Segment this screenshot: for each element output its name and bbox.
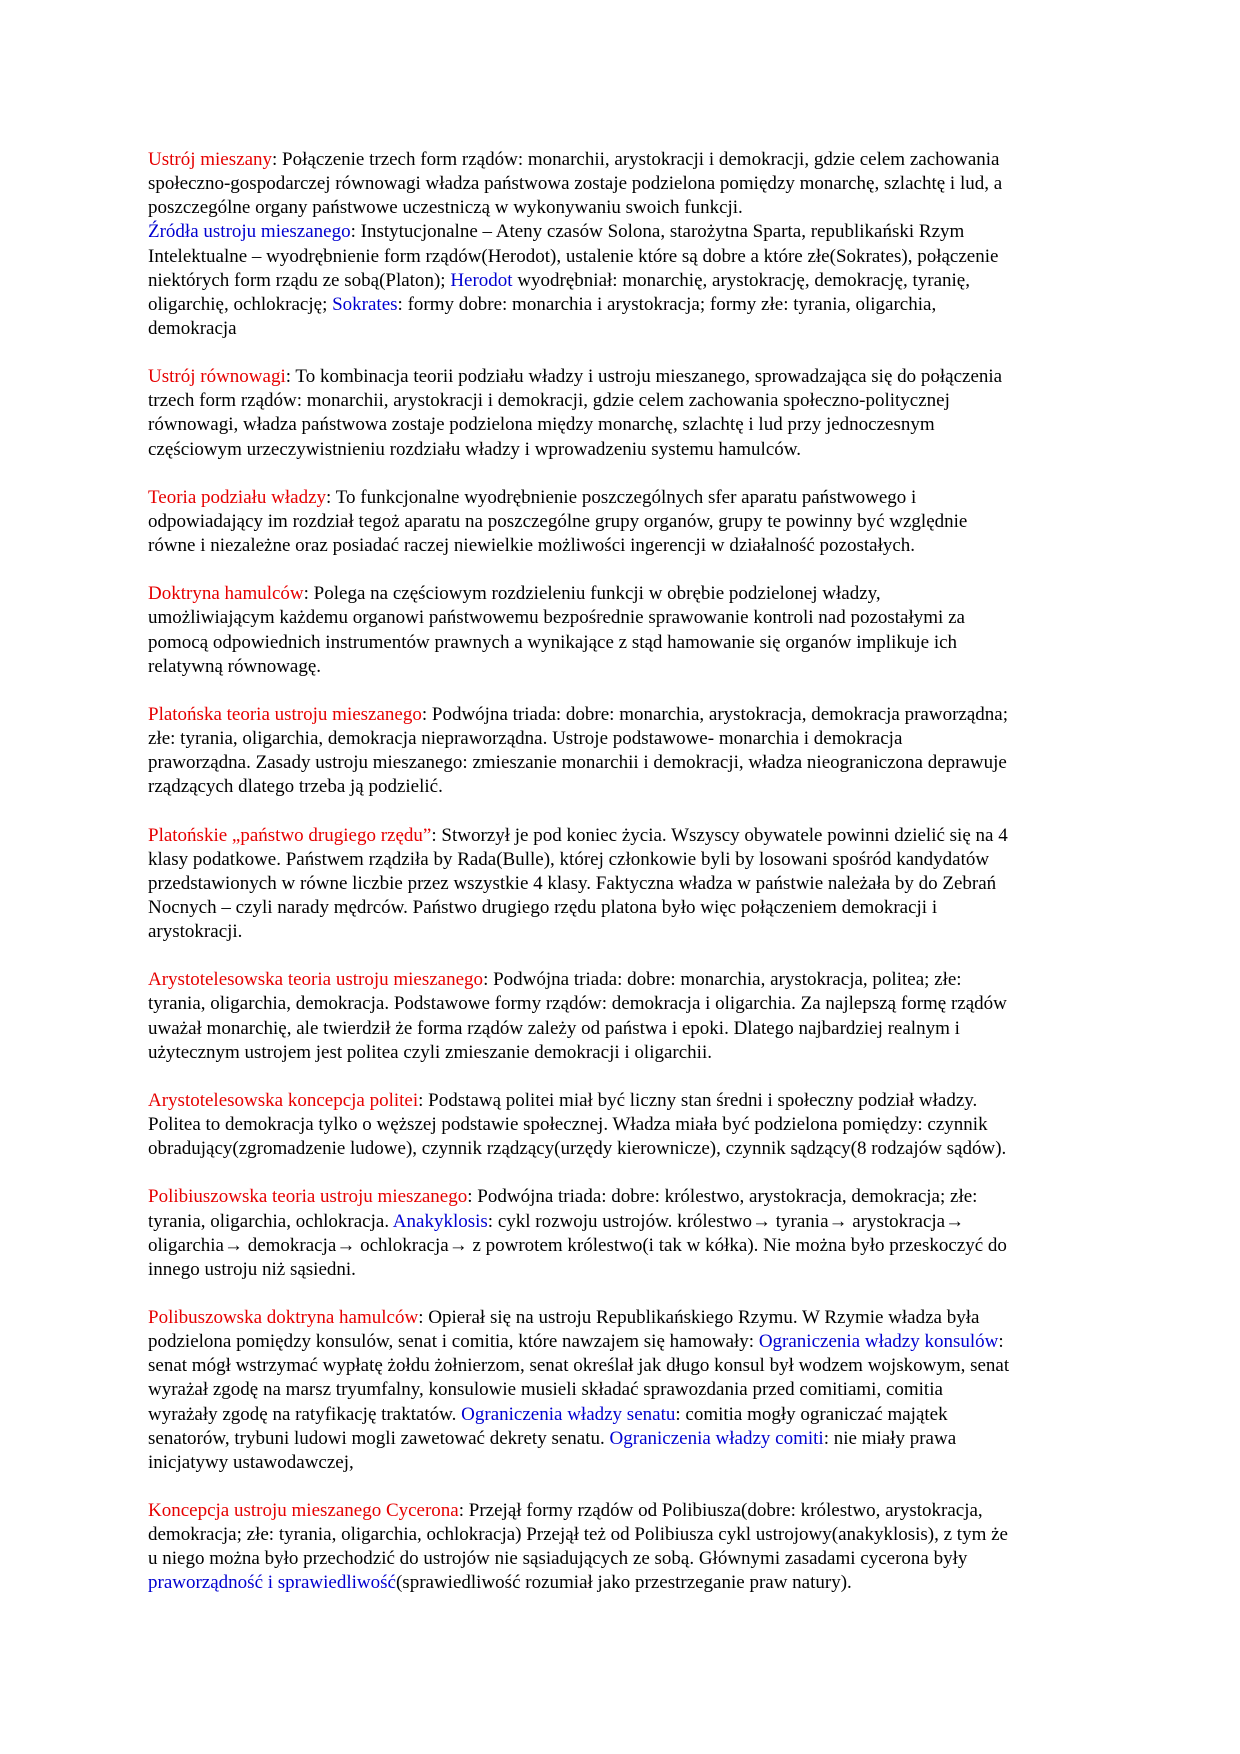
text-line xyxy=(148,148,1108,172)
body-text: : Podwójna triada: dobre: królestwo, arystokracja, demokracja; złe: xyxy=(467,1186,978,1208)
text-line xyxy=(148,824,1108,848)
body-text: niektórych form rządu ze sobą(Platon); xyxy=(148,269,451,291)
text-line xyxy=(148,1017,1108,1041)
subterm-label: Ograniczenia władzy konsulów xyxy=(758,1331,999,1353)
text-line xyxy=(148,992,1108,1016)
body-text: relatywną równowagę. xyxy=(148,655,322,677)
body-text: umożliwiającym każdemu organowi państwowemu bezpośrednie sprawowanie kontroli nad pozostałymi za xyxy=(148,607,965,629)
text-line xyxy=(148,1185,1108,1209)
paragraph xyxy=(148,1089,1108,1161)
text-line xyxy=(148,486,1108,510)
body-text: u niego można było przechodzić do ustrojów nie sąsiadujących ze sobą. Głównymi zasadami cycerona były xyxy=(148,1548,968,1570)
body-text: uważał monarchię, ale twierdził że forma rządów zależy od państwa i epoki. Dlatego najbardziej realnym i xyxy=(148,1017,960,1039)
text-line xyxy=(148,727,1108,751)
text-line xyxy=(148,920,1108,944)
term-heading: Ustrój równowagi xyxy=(148,366,286,388)
term-heading: Arystotelesowska koncepcja politei xyxy=(148,1089,419,1111)
body-text: podzielona pomiędzy konsulów, senat i comitia, które nawzajem się hamowały: xyxy=(148,1331,759,1353)
body-text: złe: tyrania, oligarchia, demokracja niepraworządna. Ustroje podstawowe- monarchia i demokracja xyxy=(148,728,903,749)
text-line xyxy=(148,1330,1108,1354)
paragraph xyxy=(148,486,1108,558)
text-line xyxy=(148,1427,1108,1451)
text-line xyxy=(148,1041,1108,1065)
paragraph-spacer xyxy=(148,1065,1108,1089)
text-line xyxy=(148,1378,1108,1402)
body-text: : To kombinacja teorii podziału władzy i ustroju mieszanego, sprowadzająca się do połączenia xyxy=(285,366,1003,388)
text-line xyxy=(148,172,1108,196)
body-text: senat mógł wstrzymać wypłatę żołdu żołnierzom, senat określał jak długo konsul był wodzem wojskowym, senat xyxy=(148,1355,1010,1377)
text-line xyxy=(148,534,1108,558)
term-heading: Platońska teoria ustroju mieszanego xyxy=(148,703,422,725)
body-text: arystokracji. xyxy=(148,921,243,942)
body-text: (sprawiedliwość rozumiał jako przestrzeganie praw natury). xyxy=(395,1572,852,1594)
body-text: klasy podatkowe. Państwem rządziła by Rada(Bulle), której członkowie byli by losowani spośród kandydatów xyxy=(148,848,990,870)
body-text: : Polega na częściowym rozdzieleniu funkcji w obrębie podzielonej władzy, xyxy=(303,583,881,605)
document-page xyxy=(148,148,1108,1596)
term-heading: Polibiuszowska teoria ustroju mieszanego xyxy=(148,1186,468,1208)
paragraph-spacer xyxy=(148,558,1108,582)
term-heading: Arystotelesowska teoria ustroju mieszanego xyxy=(148,969,484,991)
paragraph-spacer xyxy=(148,1475,1108,1499)
body-text: : Przejął formy rządów od Polibiusza(dobre: królestwo, arystokracja, xyxy=(458,1500,983,1521)
paragraph xyxy=(148,148,1108,341)
text-line xyxy=(148,510,1108,534)
body-text: tyrania, oligarchia, ochlokracja. xyxy=(148,1210,393,1232)
text-line xyxy=(148,438,1108,462)
subterm-label: Sokrates xyxy=(332,293,398,315)
paragraph xyxy=(148,1499,1108,1596)
text-line xyxy=(148,703,1108,727)
text-line xyxy=(148,245,1108,269)
paragraph xyxy=(148,365,1108,462)
body-text: odpowiadający im rozdział tegoż aparatu na poszczególne grupy organów, grupy te powinny być względnie xyxy=(148,510,968,532)
paragraph xyxy=(148,1306,1108,1475)
body-text: senatorów, trybuni ludowi mogli zawetować dekrety senatu. xyxy=(148,1427,610,1449)
text-line xyxy=(148,220,1108,244)
subterm-label: Anakyklosis xyxy=(392,1210,488,1232)
text-line xyxy=(148,1547,1108,1571)
subterm-label: Źródła ustroju mieszanego xyxy=(148,221,351,243)
paragraph-spacer xyxy=(148,462,1108,486)
body-text: trzech form rządów: monarchii, arystokracji i demokracji, gdzie celem zachowania społeczno-politycznej xyxy=(148,390,950,412)
body-text: : nie miały prawa xyxy=(823,1427,957,1449)
term-heading: Platońskie „państwo drugiego rzędu” xyxy=(148,824,432,846)
body-text: : Instytucjonalne – Ateny czasów Solona, starożytna Sparta, republikański Rzym xyxy=(350,221,965,243)
text-line xyxy=(148,775,1108,799)
text-line xyxy=(148,317,1108,341)
body-text: oligarchię, ochlokrację; xyxy=(148,293,333,315)
text-line xyxy=(148,269,1108,293)
body-text: pomocą odpowiednich instrumentów prawnych a wynikające z stąd hamowanie się organów implikuje ich xyxy=(148,631,958,653)
text-line xyxy=(148,365,1108,389)
body-text: : cykl rozwoju ustrojów. królestwo→ tyrania→ arystokracja→ xyxy=(487,1210,965,1232)
text-line xyxy=(148,896,1108,920)
body-text: obradujący(zgromadzenie ludowe), czynnik rządzący(urzędy kierownicze), czynnik sądzący(8 rodzajów sądów). xyxy=(148,1138,1007,1160)
body-text: Politea to demokracja tylko o węższej podstawie społecznej. Władza miała być podzielona pomiędzy: czynnik xyxy=(148,1114,988,1135)
text-line xyxy=(148,968,1108,992)
body-text: przedstawionych w równe liczbie przez wszystkie 4 klasy. Faktyczna władza w państwie należała by do Zebrań xyxy=(148,872,997,894)
text-line xyxy=(148,1089,1108,1113)
body-text: : Połączenie trzech form rządów: monarchii, arystokracji i demokracji, gdzie celem zachowania xyxy=(272,149,1000,170)
paragraph xyxy=(148,824,1108,945)
text-line xyxy=(148,1306,1108,1330)
body-text: : Podwójna triada: dobre: monarchia, arystokracja, politea; złe: xyxy=(483,969,962,991)
body-text: : xyxy=(998,1331,1004,1353)
text-line xyxy=(148,293,1108,317)
body-text: Intelektualne – wyodrębnienie form rządów(Herodot), ustalenie które są dobre a które złe(Sokrates), połączenie xyxy=(148,245,999,267)
body-text: demokracja; złe: tyrania, oligarchia, ochlokracja) Przejął też od Polibiusza cykl ustrojowy(anakyklosis), z tym że xyxy=(148,1524,1008,1546)
text-line xyxy=(148,655,1108,679)
body-text: równowagi, władza państwowa zostaje podzielona między monarchę, szlachtę i lud przy jednoczesnym xyxy=(148,414,935,436)
body-text: demokracja xyxy=(148,317,237,339)
body-text: : Podwójna triada: dobre: monarchia, arystokracja, demokracja praworządna; xyxy=(421,703,1008,725)
body-text: : comitia mogły ograniczać majątek xyxy=(675,1403,948,1425)
text-line xyxy=(148,1571,1108,1595)
body-text: : To funkcjonalne wyodrębnienie poszczególnych sfer aparatu państwowego i xyxy=(326,486,917,508)
body-text: wyodrębniał: monarchię, arystokrację, demokrację, tyranię, xyxy=(512,269,970,291)
text-line xyxy=(148,1451,1108,1475)
subterm-label: praworządność i sprawiedliwość xyxy=(148,1572,396,1594)
paragraph xyxy=(148,1185,1108,1282)
text-line xyxy=(148,1354,1108,1378)
text-line xyxy=(148,1499,1108,1523)
body-text: użytecznym ustrojem jest politea czyli zmieszanie demokracji i oligarchii. xyxy=(148,1041,712,1063)
text-line xyxy=(148,1523,1108,1547)
subterm-label: Herodot xyxy=(450,269,513,291)
text-line xyxy=(148,196,1108,220)
body-text: społeczno-gospodarczej równowagi władza państwowa zostaje podzielona pomiędzy monarchę, szlachtę i lud, a xyxy=(148,173,1003,195)
paragraph-spacer xyxy=(148,1161,1108,1185)
subterm-label: Ograniczenia władzy comiti xyxy=(609,1427,824,1449)
paragraph-spacer xyxy=(148,341,1108,365)
body-text: praworządna. Zasady ustroju mieszanego: zmieszanie monarchii i demokracji, władza nieograniczona deprawuje xyxy=(148,752,1007,774)
body-text: : Podstawą politei miał być liczny stan średni i społeczny podział władzy. xyxy=(418,1089,978,1111)
text-line xyxy=(148,631,1108,655)
text-line xyxy=(148,1403,1108,1427)
text-line xyxy=(148,606,1108,630)
text-line xyxy=(148,1113,1108,1137)
text-line xyxy=(148,1234,1108,1258)
text-line xyxy=(148,413,1108,437)
text-line xyxy=(148,1210,1108,1234)
body-text: : Opierał się na ustroju Republikańskiego Rzymu. W Rzymie władza była xyxy=(418,1307,980,1328)
text-line xyxy=(148,751,1108,775)
text-line xyxy=(148,1258,1108,1282)
paragraph-spacer xyxy=(148,799,1108,823)
paragraph-spacer xyxy=(148,1282,1108,1306)
term-heading: Ustrój mieszany xyxy=(148,149,273,170)
text-line xyxy=(148,872,1108,896)
body-text: Nocnych – czyli narady mędrców. Państwo drugiego rzędu platona było więc połączeniem demokracji i xyxy=(148,896,938,918)
paragraph xyxy=(148,582,1108,679)
term-heading: Doktryna hamulców xyxy=(148,583,304,605)
text-line xyxy=(148,582,1108,606)
body-text: wyrażały zgodę na ratyfikację traktatów. xyxy=(148,1403,462,1425)
term-heading: Teoria podziału władzy xyxy=(148,486,327,508)
body-text: tyrania, oligarchia, demokracja. Podstawowe formy rządów: demokracja i oligarchia. Za najlepszą formę rządów xyxy=(148,993,1007,1015)
body-text: poszczególne organy państwowe uczestniczą w wykonywaniu swoich funkcji. xyxy=(148,197,743,219)
term-heading: Koncepcja ustroju mieszanego Cycerona xyxy=(148,1500,459,1521)
term-heading: Polibuszowska doktryna hamulców xyxy=(148,1307,419,1328)
body-text: wyrażał zgodę na marsz tryumfalny, konsulowie musieli składać sprawozdania przed comitiami, comitia xyxy=(148,1379,943,1401)
body-text: inicjatywy ustawodawczej, xyxy=(148,1451,354,1473)
text-line xyxy=(148,848,1108,872)
subterm-label: Ograniczenia władzy senatu xyxy=(461,1403,676,1425)
body-text: : formy dobre: monarchia i arystokracja; formy złe: tyrania, oligarchia, xyxy=(397,293,937,315)
paragraph xyxy=(148,703,1108,800)
paragraph-spacer xyxy=(148,944,1108,968)
body-text: równe i niezależne oraz posiadać raczej niewielkie możliwości ingerencji w działalność pozostałych. xyxy=(148,535,916,556)
body-text: : Stworzył je pod koniec życia. Wszyscy obywatele powinni dzielić się na 4 xyxy=(431,824,1008,846)
body-text: częściowym urzeczywistnieniu rozdziału władzy i wprowadzeniu systemu hamulców. xyxy=(148,438,801,460)
paragraph-spacer xyxy=(148,679,1108,703)
body-text: oligarchia→ demokracja→ ochlokracja→ z powrotem królestwo(i tak w kółka). Nie można było przeskoczyć do xyxy=(148,1234,1007,1256)
body-text: innego ustroju niż sąsiedni. xyxy=(148,1258,356,1280)
paragraph xyxy=(148,968,1108,1065)
text-line xyxy=(148,389,1108,413)
body-text: rządzących dlatego trzeba ją podzielić. xyxy=(148,776,443,798)
text-line xyxy=(148,1137,1108,1161)
